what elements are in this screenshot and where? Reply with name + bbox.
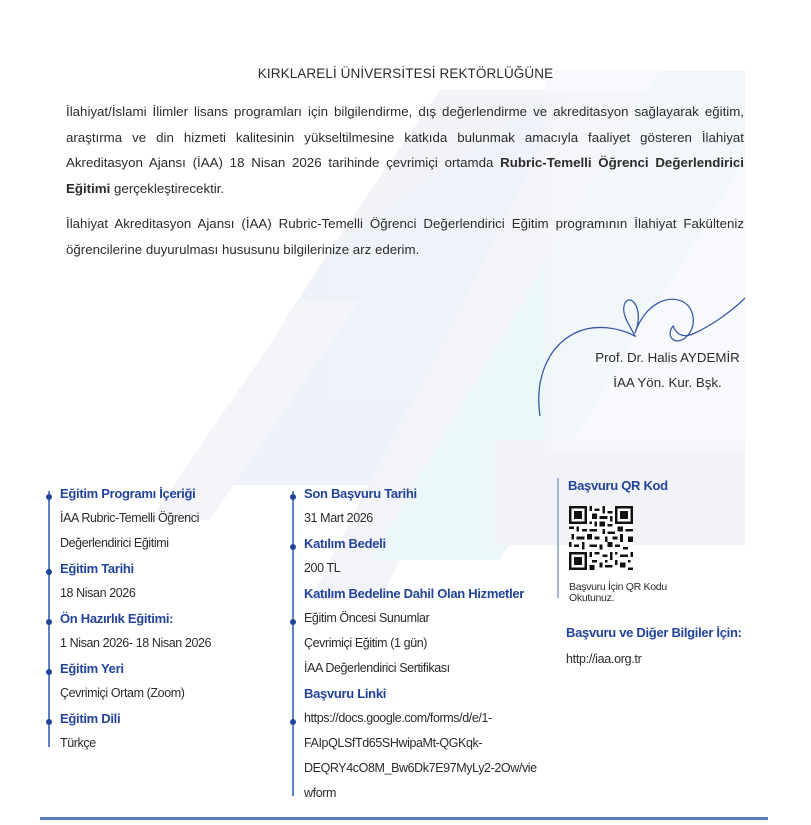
bullet-dot [46,619,52,625]
details-column-2 [292,481,552,806]
application-link-continued[interactable]: DEQRY4cO8M_Bw6Dk7E97MyLy2-2Ow/vie [304,761,537,775]
training-date-heading: Eğitim Tarihi [48,556,278,581]
details-column-1 [48,481,278,756]
bullet-dot [46,569,52,575]
bullet-dot [290,494,296,500]
pre-training-value: 1 Nisan 2026- 18 Nisan 2026 [60,636,212,650]
program-content-heading: Eğitim Programı İçeriği [48,481,278,506]
qr-heading: Başvuru QR Kod [568,478,668,493]
signatory-name: Prof. Dr. Halis AYDEMİR [595,350,740,365]
qr-caption: Başvuru İçin QR Kodu Okutunuz. [569,581,667,604]
paragraph-1 [66,99,744,201]
training-language-heading: Eğitim Dili [48,706,278,731]
info-heading: Başvuru ve Diğer Bilgiler İçin: [566,625,742,640]
bullet-dot [290,719,296,725]
program-content-line: İAA Rubric-Temelli Öğrenci [60,511,199,525]
training-place-heading: Eğitim Yeri [48,656,278,681]
deadline-value: 31 Mart 2026 [304,511,373,525]
addressee: KIRKLARELİ ÜNİVERSİTESİ REKTÖRLÜĞÜNE [257,66,554,81]
training-language-value: Türkçe [60,736,96,750]
application-link[interactable]: https://docs.google.com/forms/d/e/1- [292,706,552,731]
training-date-value: 18 Nisan 2026 [60,586,136,600]
deadline-heading: Son Başvuru Tarihi [292,481,552,506]
paragraph-1-bold: Rubric-Temelli Öğrenci Değerlendirici Eğitimi [66,155,745,196]
included-service: Eğitim Öncesi Sunumlar [292,606,552,631]
divider-rail [557,478,559,598]
included-service: Çevrimiçi Eğitim (1 gün) [304,636,428,650]
bullet-dot [290,544,296,550]
bullet-dot [46,669,52,675]
paragraph-2: İlahiyat Akreditasyon Ajansı (İAA) Rubric-Temelli Öğrenci Değerlendirici Eğitim programının İlahiyat Fakülteniz öğrencilerine duyurulması hususunu bilgilerinize arz ederim. [66,216,744,257]
signature-block [530,345,760,395]
training-place-value: Çevrimiçi Ortam (Zoom) [60,686,185,700]
bullet-dot [46,719,52,725]
signatory-title: İAA Yön. Kur. Bşk. [613,375,722,390]
footer-divider [40,817,768,820]
fee-heading: Katılım Bedeli [292,531,552,556]
bullet-dot [290,619,296,625]
paragraph-1-text: İlahiyat/İslami İlimler lisans programları için bilgilendirme, dış değerlendirme ve akreditasyon sağlayarak eğitim, araştırma ve din hizmeti kalitesinin yükseltilmesine katkıda bulunmak amacıyla faaliyet gösteren İlahiyat Akreditasyon Ajansı (İAA) 18 Nisan 2026 tarihinde çevrimiçi ortamda [66,104,744,170]
program-content-line: Değerlendirici Eğitimi [60,536,169,550]
bullet-dot [46,494,52,500]
application-link-heading: Başvuru Linki [304,686,387,701]
included-service: İAA Değerlendirici Sertifikası [304,661,450,675]
qr-code-icon[interactable] [569,506,633,570]
paragraph-1-end: gerçekleştirecektir. [110,180,225,196]
application-link-continued[interactable]: wform [304,786,337,800]
included-services-heading: Katılım Bedeline Dahil Olan Hizmetler [304,586,525,601]
pre-training-heading: Ön Hazırlık Eğitimi: [48,606,278,631]
info-url-link[interactable]: http://iaa.org.tr [566,652,642,666]
fee-value: 200 TL [304,561,341,575]
application-link-continued[interactable]: FAIpQLSfTd65SHwipaMt-QGKqk- [304,736,483,750]
